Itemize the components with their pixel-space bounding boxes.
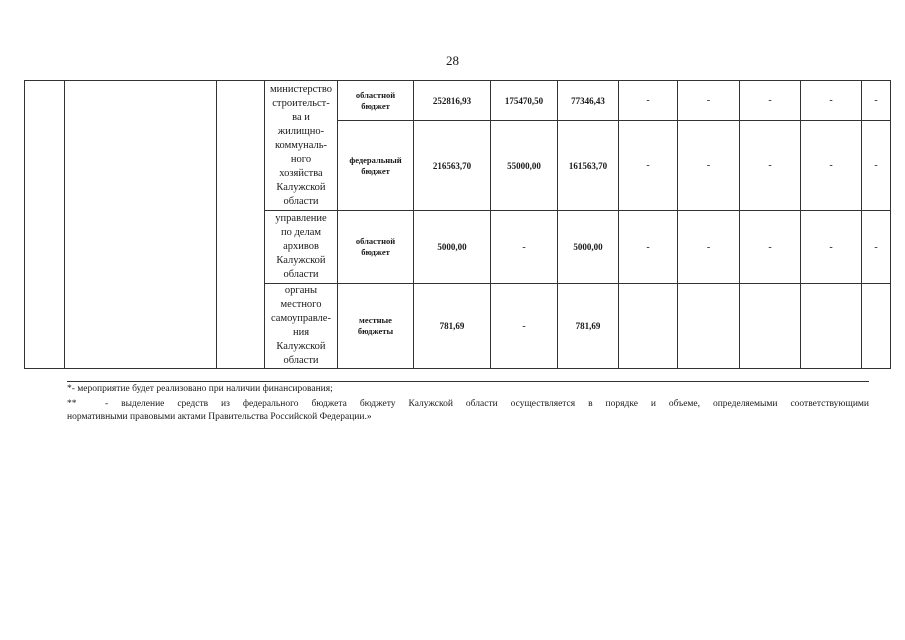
footnote-federal-funds-continued: нормативными правовыми актами Правительства Российской Федерации.» [67,412,372,422]
funding-source-line: бюджеты [357,326,394,336]
page-number: 28 [446,53,459,68]
funding-source-line: бюджет [361,247,390,257]
total-amount-cell: 216563,70 [414,121,491,211]
footnote-funding-condition: *- мероприятие будет реализовано при наличии финансирования; [67,384,333,394]
year-amount-cell: - [740,121,801,211]
organization-line: министерство [269,83,333,95]
organization-line: области [283,195,319,207]
year-amount-cell: - [619,121,678,211]
year-amount-cell [619,284,678,369]
funding-source-cell [338,81,414,121]
table-cell-empty [65,81,217,369]
year-amount-cell: - [619,211,678,284]
year-amount-cell: - [678,81,740,121]
total-amount-cell: 252816,93 [414,81,491,121]
year-amount-cell [740,284,801,369]
organization-line: архивов [283,241,319,252]
organization-line: местного [280,299,322,310]
funding-source-line: областной [355,89,396,100]
funding-source-line: областной [355,236,396,246]
amount-cell: 5000,00 [558,211,619,284]
organization-line: строительст- [272,97,330,109]
year-amount-cell: - [862,211,891,284]
table-cell-empty [25,81,65,369]
organization-line: хозяйства [279,167,323,179]
funding-source-line: федеральный [349,154,402,165]
total-amount-cell: 5000,00 [414,211,491,284]
amount-cell: 55000,00 [491,121,558,211]
funding-source-cell [338,211,414,284]
year-amount-cell [801,284,862,369]
amount-cell: 175470,50 [491,81,558,121]
year-amount-cell: - [740,81,801,121]
funding-source-line: местные [359,315,392,325]
funding-source-cell [338,121,414,211]
organization-line: жилищно- [277,125,325,137]
footnote-divider [67,381,869,382]
funding-source-cell [338,284,414,369]
organization-line: Калужской [276,255,326,266]
amount-cell: 781,69 [558,284,619,369]
year-amount-cell: - [801,211,862,284]
year-amount-cell: - [619,81,678,121]
organization-line: коммуналь- [274,139,328,151]
organization-line: Калужской [276,341,326,352]
budget-table [24,80,891,369]
organization-line: самоуправле- [271,313,331,324]
year-amount-cell: - [862,81,891,121]
organization-cell [265,81,338,211]
footnote-marker: ** [67,399,77,409]
amount-cell: 77346,43 [558,81,619,121]
total-amount-cell: 781,69 [414,284,491,369]
year-amount-cell: - [740,211,801,284]
organization-line: органы [284,285,318,296]
organization-line: области [283,269,319,280]
organization-line: ного [290,153,312,165]
table-row [25,81,891,121]
amount-cell: - [491,284,558,369]
amount-cell: 161563,70 [558,121,619,211]
amount-cell: - [491,211,558,284]
table-cell-empty [217,81,265,369]
funding-source-line: бюджет [361,100,390,111]
organization-line: Калужской [276,181,326,193]
footnote-text: - выделение средств из федерального бюджета бюджету Калужской области осуществляется в порядке и объеме, определяемыми соответствующими [105,399,869,409]
year-amount-cell [862,284,891,369]
year-amount-cell: - [678,211,740,284]
organization-line: по делам [280,227,322,238]
year-amount-cell: - [678,121,740,211]
organization-line: управление [275,213,327,224]
year-amount-cell: - [862,121,891,211]
organization-line: ва и [292,111,310,123]
year-amount-cell: - [801,81,862,121]
organization-line: ния [292,327,310,338]
footnote-federal-funds [67,398,869,410]
organization-cell [265,284,338,369]
organization-cell [265,211,338,284]
year-amount-cell [678,284,740,369]
organization-line: области [283,355,319,366]
year-amount-cell: - [801,121,862,211]
funding-source-line: бюджет [361,165,390,176]
